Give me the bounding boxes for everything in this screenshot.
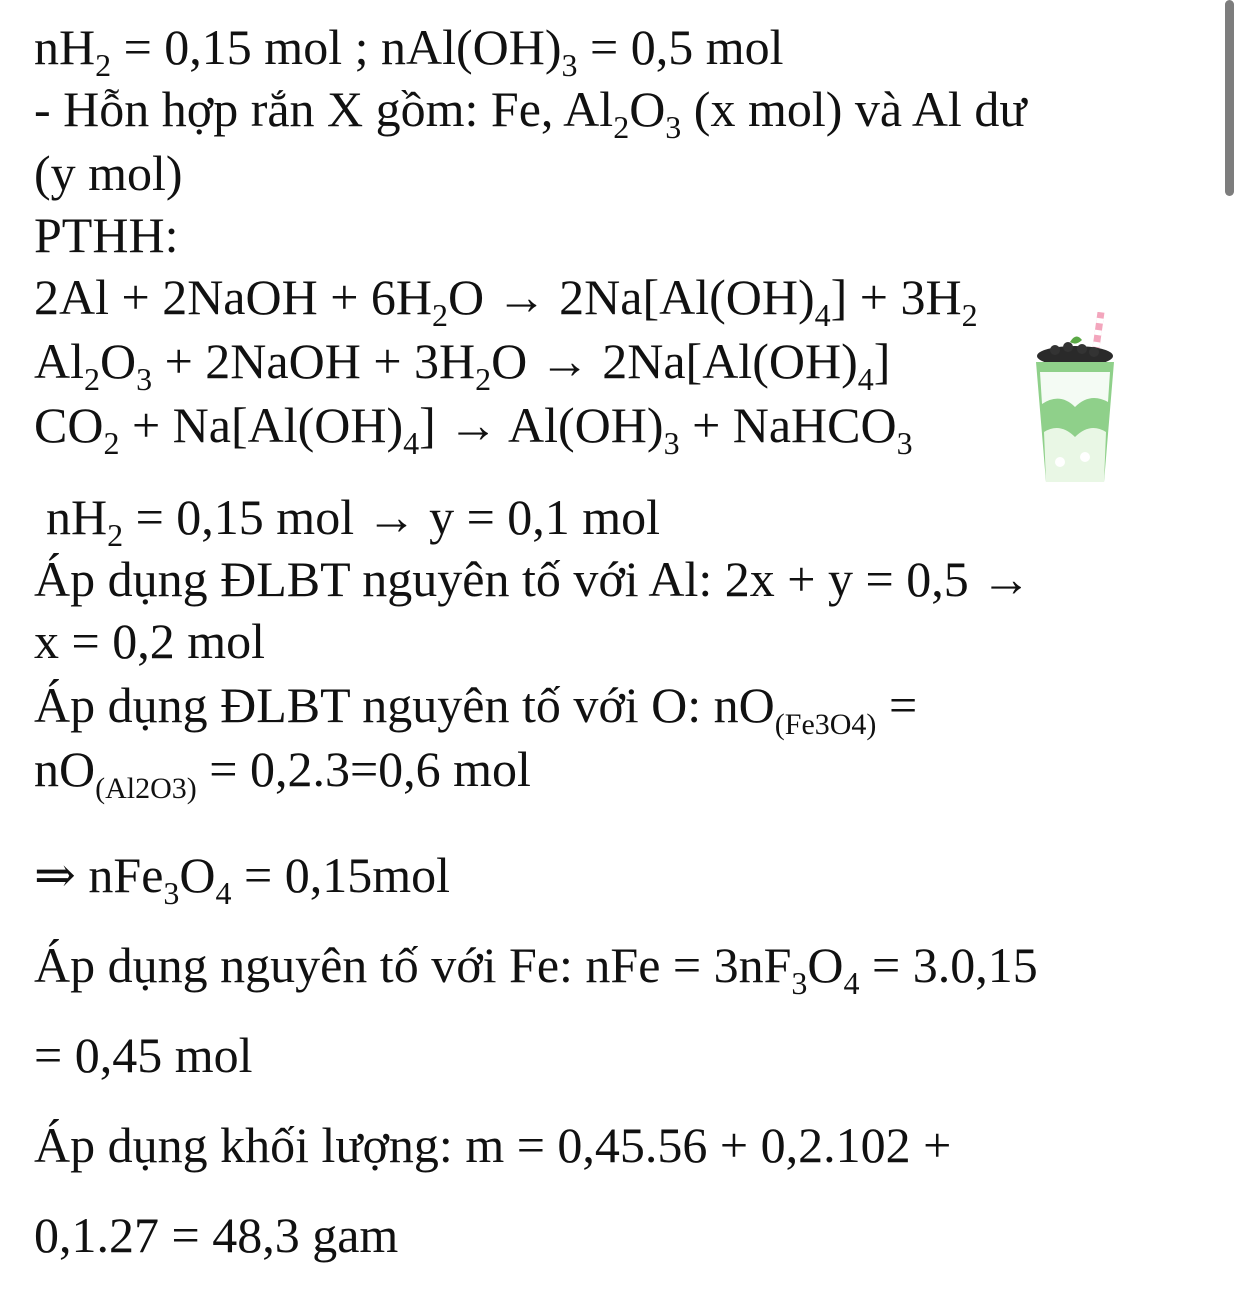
line-4: PTHH:	[34, 207, 179, 263]
equation-3: $CO_2 + Na[Al(OH)_4] \to Al(OH)_3$ + NaHCO$_3$	[34, 397, 913, 461]
line-11: Áp dụng ĐLBT nguyên tố với O: $nO_{(Fe3O4)}$ =	[34, 677, 918, 741]
line-13: ⇒ $nFe_3O_4 = 0,15mol$	[34, 847, 450, 911]
line-15: = 0,45 mol	[34, 1027, 253, 1083]
line-16: Áp dụng khối lượng: m = 0,45.56 + 0,2.102 +	[34, 1117, 952, 1173]
line-17: 0,1.27 = 48,3 gam	[34, 1207, 399, 1263]
line-2: - Hỗn hợp rắn X gồm: Fe, $Al_2O_3$ (x mol) và Al dư	[34, 81, 1027, 145]
line-1: $nH_2 = 0,15$ mol ; $nAl(OH)_3 = 0,5$ mol	[34, 19, 784, 83]
line-10: x = 0,2 mol	[34, 613, 265, 669]
line-14: Áp dụng nguyên tố với Fe: nFe = $3nF_3O_4 = 3.0,15$	[34, 937, 1038, 1001]
bubble-tea-sticker	[1030, 312, 1120, 487]
line-12: $nO_{(Al2O3)} = 0,2.3=0,6$ mol	[34, 741, 531, 805]
line-9: Áp dụng ĐLBT nguyên tố với Al: 2x + y = 0,5 →	[34, 551, 1032, 607]
equation-1: 2Al + 2NaOH + $6H_2O \to 2Na[Al(OH)_4] + 3H_2$	[34, 269, 978, 333]
equation-2: $Al_2O_3$ + 2NaOH + $3H_2O \to 2Na[Al(OH)_4]$	[34, 333, 891, 397]
line-3: (y mol)	[34, 145, 183, 201]
line-8: $nH_2 = 0,15$ mol → y = 0,1 mol	[46, 489, 661, 553]
scrollbar[interactable]	[1225, 0, 1234, 196]
